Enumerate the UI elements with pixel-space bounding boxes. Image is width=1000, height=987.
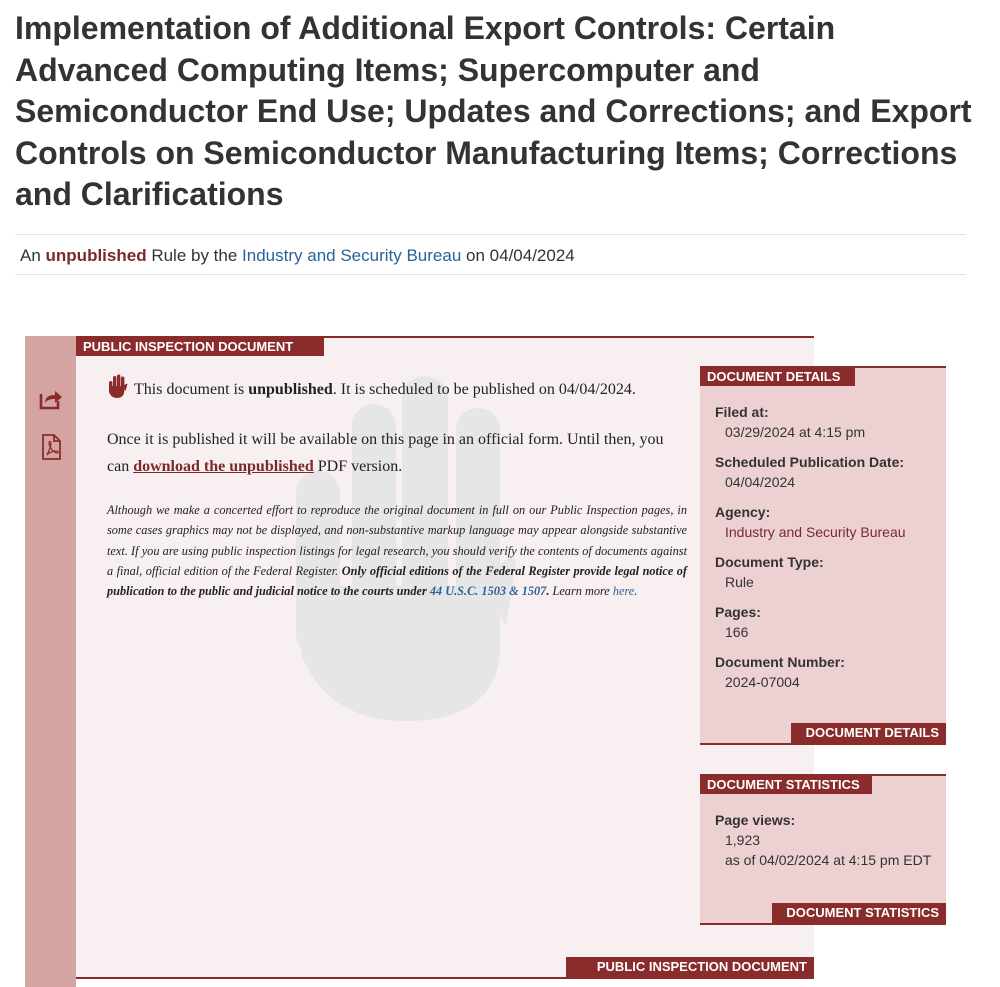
document-details-list — [715, 402, 940, 702]
page-views-value: 1,923 — [725, 832, 761, 848]
page-title: Implementation of Additional Export Controls: Certain Advanced Computing Items; Supercomputer and Semiconductor End Use; Updates and Corrections; and Export Controls on Semiconductor Manufacturing Items; Corrections and Clarifications — [15, 10, 972, 212]
byline — [15, 234, 966, 275]
document-details-box — [700, 366, 946, 745]
document-number-label: Document Number: — [715, 654, 845, 670]
page-views-label: Page views: — [715, 812, 796, 828]
document-tools-rail — [25, 336, 76, 987]
document-statistics-list — [715, 810, 940, 870]
byline-prefix: An — [20, 246, 41, 265]
notice-status: unpublished — [248, 381, 333, 398]
notice-start: This document is — [134, 381, 245, 398]
filed-at-value: 03/29/2024 at 4:15 pm — [725, 424, 866, 440]
agency-value — [725, 522, 940, 542]
document-statistics-tab: DOCUMENT STATISTICS — [700, 776, 872, 794]
document-type-value: Rule — [725, 574, 754, 590]
share-icon[interactable] — [39, 386, 63, 410]
pages-value: 166 — [725, 624, 749, 640]
document-details-tab: DOCUMENT DETAILS — [700, 368, 855, 386]
publication-date-label: Scheduled Publication Date: — [715, 454, 905, 470]
byline-middle: Rule by the — [151, 246, 238, 265]
fine-print-end-period: . — [634, 584, 638, 599]
stop-hand-icon — [107, 374, 129, 398]
pdf-icon[interactable] — [39, 434, 63, 458]
byline-on: on — [466, 246, 485, 265]
document-statistics-tab-bottom: DOCUMENT STATISTICS — [772, 903, 946, 923]
learn-more-text: Learn more — [552, 584, 610, 599]
fine-print-period: . — [546, 584, 550, 599]
agency-label: Agency: — [715, 504, 771, 520]
inspection-notice — [107, 374, 687, 601]
learn-more-here-link[interactable]: here — [612, 584, 635, 599]
agency-value-link[interactable]: Industry and Security Bureau — [725, 524, 906, 540]
document-number-value: 2024-07004 — [725, 674, 800, 690]
page-views-as-of: as of 04/02/2024 at 4:15 pm EDT — [725, 852, 932, 868]
document-statistics-box — [700, 774, 946, 925]
publication-date-value: 04/04/2024 — [725, 474, 796, 490]
status-label: unpublished — [45, 246, 147, 265]
legal-disclaimer — [107, 500, 687, 601]
public-inspection-tab: PUBLIC INSPECTION DOCUMENT — [76, 338, 324, 356]
public-inspection-tab-bottom: PUBLIC INSPECTION DOCUMENT — [566, 957, 814, 977]
filed-at-label: Filed at: — [715, 404, 769, 420]
publication-date: 04/04/2024 — [489, 246, 575, 265]
usc-link[interactable]: 44 U.S.C. 1503 & 1507 — [429, 584, 547, 599]
para2-end: PDF version. — [317, 458, 403, 475]
agency-link[interactable]: Industry and Security Bureau — [242, 246, 462, 265]
fine-print-bold: Only official editions of the Federal Register provide legal notice of publication to the public and judicial notice to the courts under — [107, 563, 688, 599]
para2-start: Once it is published it will be available on this page in an official form. Until then, you can — [107, 431, 664, 475]
pages-label: Pages: — [715, 604, 761, 620]
fine-print-text: Although we make a concerted effort to reproduce the original document in full on our Public Inspection pages, in some cases graphics may not be displayed, and non-substantive markup language may appear alongside substantive text. If you are using public inspection listings for legal research, you should verify the contents of documents against a final, official edition of the Federal Register. — [107, 503, 687, 578]
document-type-label: Document Type: — [715, 554, 824, 570]
download-unpublished-link[interactable]: download the unpublished — [133, 458, 314, 475]
document-details-tab-bottom: DOCUMENT DETAILS — [791, 723, 946, 743]
notice-end: . It is scheduled to be published on 04/04/2024. — [332, 381, 636, 398]
